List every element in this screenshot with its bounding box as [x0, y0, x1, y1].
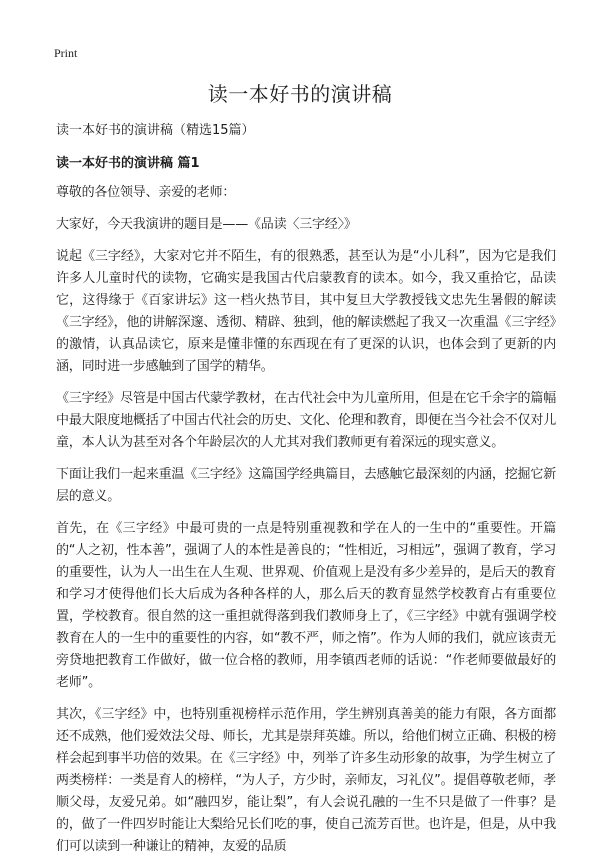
- paragraph-intro: 大家好，今天我演讲的题目是——《品读〈三字经〉》: [56, 217, 357, 232]
- section-heading: 读一本好书的演讲稿 篇1: [56, 156, 200, 171]
- document-title: 读一本好书的演讲稿: [207, 82, 393, 106]
- paragraph: 说起《三字经》，大家对它并不陌生，有的很熟悉，甚至认为是“小儿科”，因为它是我们许多人儿童时代的读物，它确实是我国古代启蒙教育的读本。如今，我又重拾它，品读它，这得缘于《百家讲坛》这一档火热节目，其中复旦大学教授钱文忠先生暑假的解读《三字经》，他的讲解深邃、透彻、精辟、独到，他的解读燃起了我又一次重温《三字经》的激情，认真品读它，原来是懂非懂的东西现在有了更深的认识，也体会到了更新的内涵，同时进一步感触到了国学的精华。: [56, 249, 556, 374]
- paragraph: 其次，《三字经》中，也特别重视榜样示范作用，学生辨别真善美的能力有限，各方面都还不成熟，他们爱效法父母、师长，尤其是崇拜英雄。所以，给他们树立正确、积极的榜样会起到事半功倍的效果。在《三字经》中，列举了许多生动形象的故事，为学生树立了两类榜样：一类是育人的榜样，“为人子，方少时，亲师友，习礼仪”。提倡尊敬老师，孝顺父母，友爱兄弟。如“融四岁，能让梨”，有人会说孔融的一生不只是做了一件事？是的，做了一件四岁时能让大梨给兄长们吃的事，使自己流芳百世。也许是，但是，从中我们可以读到一种谦让的精神，友爱的品质: [56, 707, 556, 854]
- paragraph: 《三字经》尽管是中国古代蒙学教材，在古代社会中为儿童所用，但是在它千余字的篇幅中最大限度地概括了中国古代社会的历史、文化、伦理和教育，即便在当今社会不仅对儿童，本人认为甚至对各个年龄层次的人尤其对我们教师更有着深远的现实意义。: [56, 391, 556, 450]
- paragraph: 下面让我们一起来重温《三字经》这篇国学经典篇目，去感触它最深刻的内涵，挖掘它新层的意义。: [56, 467, 556, 504]
- print-link[interactable]: Print: [54, 46, 78, 60]
- document-body: [56, 182, 556, 868]
- paragraph-salutation: 尊敬的各位领导、亲爱的老师：: [56, 185, 236, 200]
- document-subtitle: 读一本好书的演讲稿（精选15篇）: [56, 123, 255, 138]
- paragraph: 首先，在《三字经》中最可贵的一点是特别重视教和学在人的一生中的“重要性。开篇的“人之初，性本善”，强调了人的本性是善良的；“性相近，习相远”，强调了教育，学习的重要性，认为人一出生在人生观、世界观、价值观上是没有多少差异的，是后天的教育和学习才使得他们长大后成为各种各样的人，那么后天的教育显然学校教育占有重要位置，学校教育。很自然的这一重担就得落到我们教师身上了，《三字经》中就有强调学校教育在人的一生中的重要性的内容，如“教不严，师之惰”。作为人师的我们，就应该责无旁贷地把教育工作做好，做一位合格的教师，用李镇西老师的话说：“作老师要做最好的老师”。: [56, 521, 556, 690]
